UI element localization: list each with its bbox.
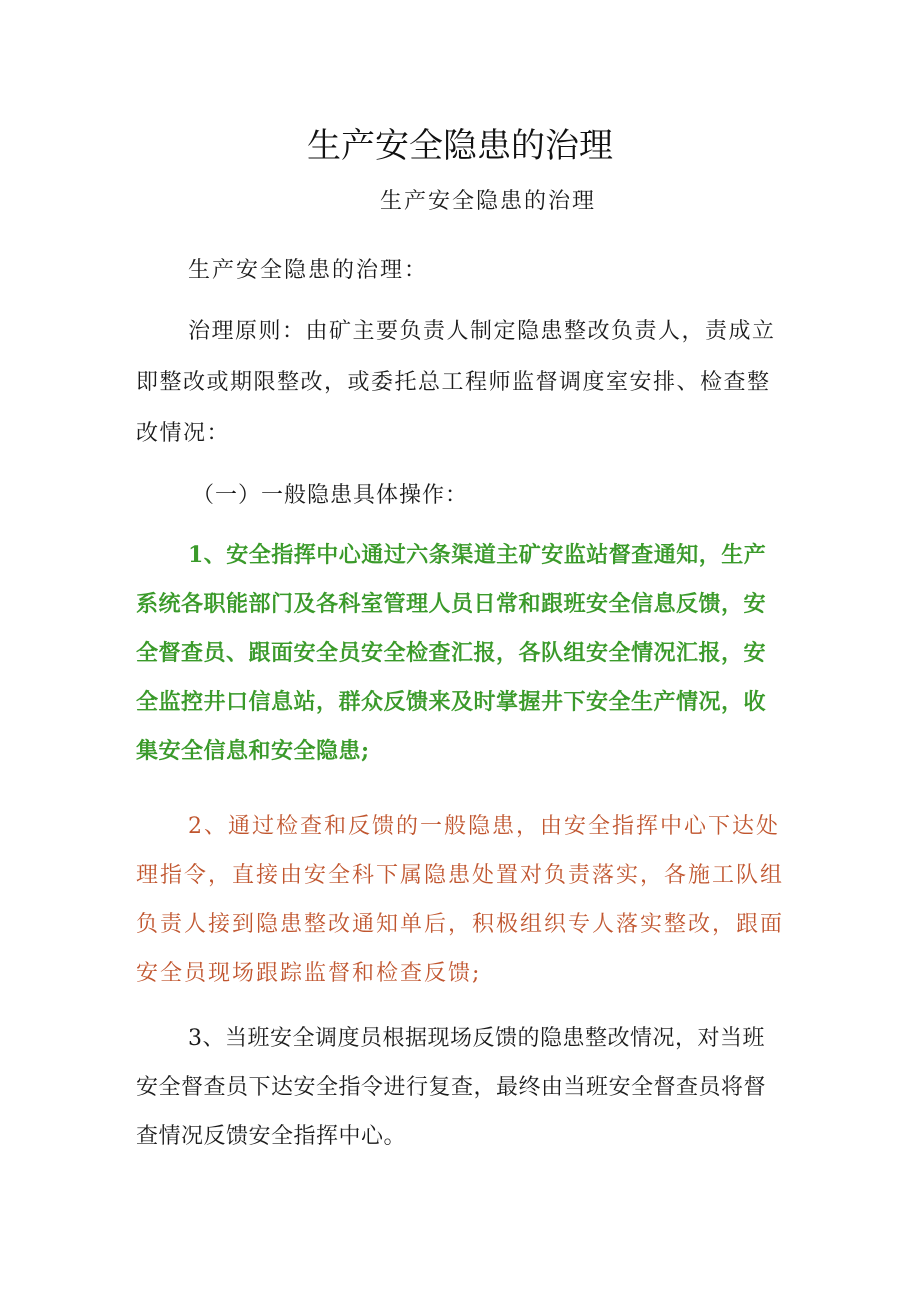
governance-principle-paragraph: 治理原则：由矿主要负责人制定隐患整改负责人，责成立即整改或期限整改，或委托总工程师监督调度室安排、检查整改情况： <box>136 319 776 446</box>
step-2-paragraph: 2、通过检查和反馈的一般隐患，由安全指挥中心下达处理指令，直接由安全科下属隐患处置对负责落实，各施工队组负责人接到隐患整改通知单后，积极组织专人落实整改，跟面安全员现场跟踪监督和检查反馈; <box>136 814 785 986</box>
step-3-paragraph: 3、当班安全调度员根据现场反馈的隐患整改情况，对当班安全督查员下达安全指令进行复查，最终由当班安全督查员将督查情况反馈安全指挥中心。 <box>136 1026 767 1149</box>
general-hazard-heading: （一）一般隐患具体操作： <box>192 483 469 508</box>
section-heading: 生产安全隐患的治理： <box>188 258 429 283</box>
document-subtitle: 生产安全隐患的治理 <box>379 189 596 214</box>
step-1-paragraph: 1、安全指挥中心通过六条渠道主矿安监站督查通知，生产系统各职能部门及各科室管理人员日常和跟班安全信息反馈，安全督查员、跟面安全员安全检查汇报，各队组安全情况汇报，安全监控井口信息站，群众反馈来及时掌握井下安全生产情况，收集安全信息和安全隐患; <box>136 542 767 764</box>
document-title: 生产安全隐患的治理 <box>307 126 613 166</box>
